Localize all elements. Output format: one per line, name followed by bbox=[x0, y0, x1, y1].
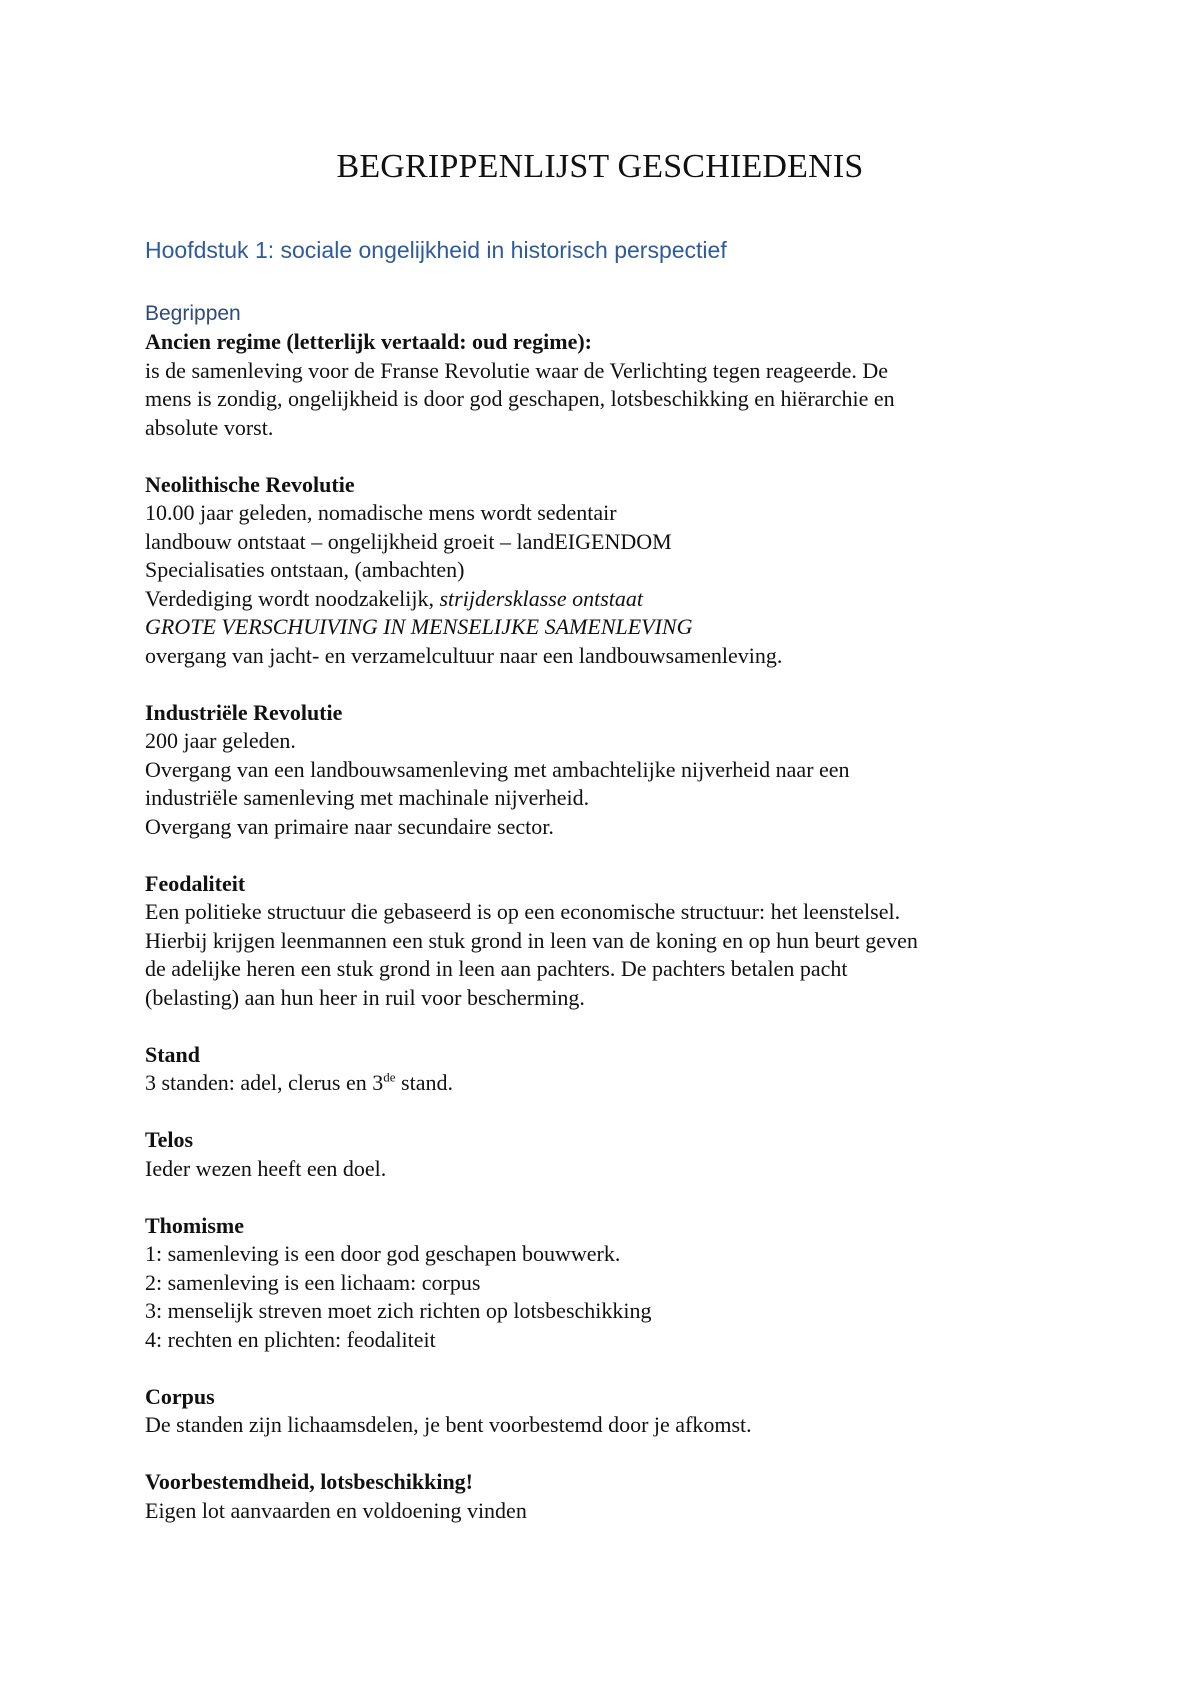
term-definition-line: (belasting) aan hun heer in ruil voor bescherming. bbox=[145, 984, 585, 1010]
chapter-heading: Hoofdstuk 1: sociale ongelijkheid in historisch perspectief bbox=[145, 237, 727, 263]
term-neolithische-revolutie bbox=[145, 471, 1065, 671]
term-thomisme bbox=[145, 1212, 1065, 1355]
term-title: Industriële Revolutie bbox=[145, 699, 343, 725]
term-telos bbox=[145, 1126, 1065, 1183]
term-definition-line: Specialisaties ontstaan, (ambachten) bbox=[145, 557, 465, 582]
term-definition-line: industriële samenleving met machinale nijverheid. bbox=[145, 785, 590, 810]
term-stand bbox=[145, 1041, 1065, 1098]
term-ancien-regime bbox=[145, 328, 1065, 442]
term-text: Verdediging wordt noodzakelijk, bbox=[145, 585, 440, 611]
term-text: stand. bbox=[395, 1070, 453, 1095]
term-definition-line: GROTE VERSCHUIVING IN MENSELIJKE SAMENLEVING bbox=[145, 614, 693, 639]
term-corpus bbox=[145, 1383, 1065, 1440]
section-subheading: Begrippen bbox=[145, 302, 241, 325]
term-industriele-revolutie bbox=[145, 699, 1065, 842]
term-definition-line: De standen zijn lichaamsdelen, je bent voorbestemd door je afkomst. bbox=[145, 1412, 752, 1437]
document-title: BEGRIPPENLIJST GESCHIEDENIS bbox=[336, 148, 864, 185]
term-feodaliteit bbox=[145, 870, 1065, 1013]
term-title: Feodaliteit bbox=[145, 870, 246, 896]
ordinal-superscript: de bbox=[383, 1069, 396, 1085]
term-definition-line: 1: samenleving is een door god geschapen bouwwerk. bbox=[145, 1241, 621, 1266]
term-definition-line bbox=[145, 585, 1065, 614]
term-text-italic: strijdersklasse ontstaat bbox=[439, 585, 644, 611]
term-list bbox=[145, 328, 1065, 1554]
term-title: Ancien regime (letterlijk vertaald: oud regime): bbox=[145, 329, 592, 354]
term-definition-line: overgang van jacht- en verzamelcultuur naar een landbouwsamenleving. bbox=[145, 642, 783, 668]
term-definition-line: Eigen lot aanvaarden en voldoening vinden bbox=[145, 1497, 527, 1523]
term-definition-line: 2: samenleving is een lichaam: corpus bbox=[145, 1269, 481, 1295]
term-definition-line: 4: rechten en plichten: feodaliteit bbox=[145, 1326, 436, 1352]
term-definition-line: Overgang van een landbouwsamenleving met ambachtelijke nijverheid naar een bbox=[145, 756, 850, 782]
term-definition-line: de adelijke heren een stuk grond in leen aan pachters. De pachters betalen pacht bbox=[145, 956, 848, 981]
term-definition-line: Hierbij krijgen leenmannen een stuk grond in leen van de koning en op hun beurt geven bbox=[145, 927, 918, 953]
term-definition-line bbox=[145, 1069, 1065, 1098]
term-title: Stand bbox=[145, 1041, 201, 1067]
term-definition-line: absolute vorst. bbox=[145, 414, 274, 440]
term-text: 3 standen: adel, clerus en 3 bbox=[145, 1070, 384, 1095]
term-definition-line: Ieder wezen heeft een doel. bbox=[145, 1155, 387, 1181]
term-definition-line: 200 jaar geleden. bbox=[145, 728, 296, 753]
term-definition-line: landbouw ontstaat – ongelijkheid groeit – landEIGENDOM bbox=[145, 528, 672, 554]
term-title: Neolithische Revolutie bbox=[145, 471, 355, 497]
term-definition-line: 10.00 jaar geleden, nomadische mens wordt sedentair bbox=[145, 500, 617, 525]
term-definition-line: is de samenleving voor de Franse Revolutie waar de Verlichting tegen reageerde. De bbox=[145, 357, 889, 383]
term-title: Corpus bbox=[145, 1383, 215, 1409]
term-definition-line: 3: menselijk streven moet zich richten op lotsbeschikking bbox=[145, 1298, 652, 1323]
term-definition-line: mens is zondig, ongelijkheid is door god geschapen, lotsbeschikking en hiërarchie en bbox=[145, 386, 895, 411]
term-definition-line: Overgang van primaire naar secundaire sector. bbox=[145, 813, 554, 839]
term-title: Telos bbox=[145, 1127, 194, 1152]
term-definition-line: Een politieke structuur die gebaseerd is op een economische structuur: het leenstelsel. bbox=[145, 899, 901, 924]
term-title: Thomisme bbox=[145, 1212, 244, 1238]
term-title: Voorbestemdheid, lotsbeschikking! bbox=[145, 1469, 474, 1494]
term-voorbestemdheid bbox=[145, 1468, 1065, 1525]
